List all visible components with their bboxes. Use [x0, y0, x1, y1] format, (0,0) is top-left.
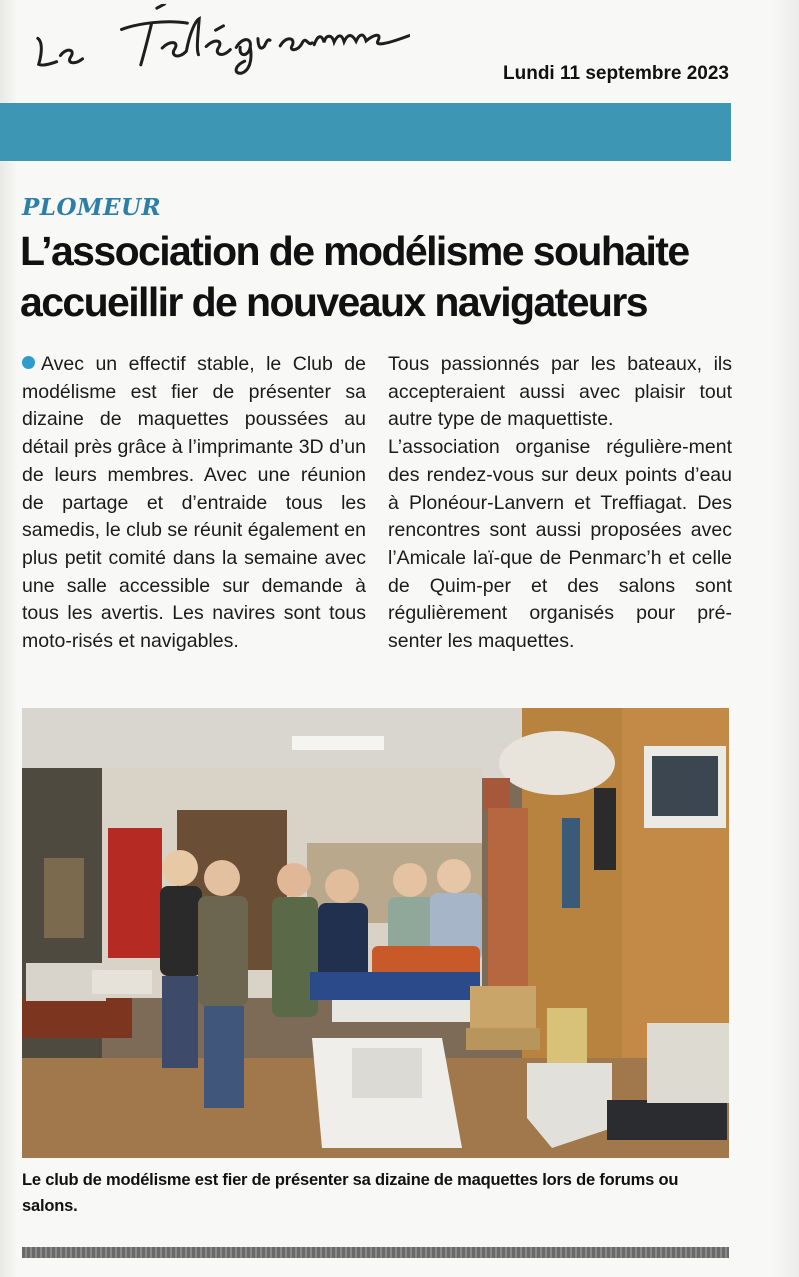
handwritten-source-note [29, 0, 411, 87]
left-column-text: Avec un effectif stable, le Club de modélisme est fier de présenter sa dizaine de maquettes poussées au détail près grâce à l’imprimante 3D d’un de leurs membres. Avec une réunion de partage et d’entraide tous les samedis, le club se réunit également en plus petit comité dans la semaine avec une salle accessible sur demande à tous les avertis. Les navires sont tous moto-risés et navigables. [22, 353, 366, 653]
photo-caption: Le club de modélisme est fier de présenter sa dizaine de maquettes lors de forums ou salons. [22, 1171, 679, 1215]
headline-line-1: L’association de modélisme souhaite [20, 228, 689, 274]
right-column [388, 351, 732, 656]
right-column-paragraph-2: L’association organise régulière-ment des rendez-vous sur deux points d’eau à Plonéour-Lanvern et Treffiagat. Des rencontres sont aussi proposées avec l’Amicale laï-que de Penmarc’h et celle de Quim-per et des salons sont régulièrement organisés pour pré-senter les maquettes. [388, 436, 732, 653]
left-column [22, 351, 366, 656]
handwritten-signature [29, 0, 411, 87]
club-photo-illustration [22, 708, 729, 1158]
article-photo [22, 708, 729, 1158]
header-color-band [0, 103, 731, 161]
headline-line-2: accueillir de nouveaux navigateurs [20, 279, 647, 325]
bottom-rule [22, 1247, 729, 1258]
bullet-icon [22, 356, 35, 369]
publication-date: Lundi 11 septembre 2023 [503, 63, 729, 84]
right-column-paragraph-1: Tous passionnés par les bateaux, ils accepteraient aussi avec plaisir tout autre type de maquettiste. [388, 353, 732, 431]
article-kicker: PLOMEUR [22, 194, 162, 221]
article-headline [20, 226, 732, 328]
